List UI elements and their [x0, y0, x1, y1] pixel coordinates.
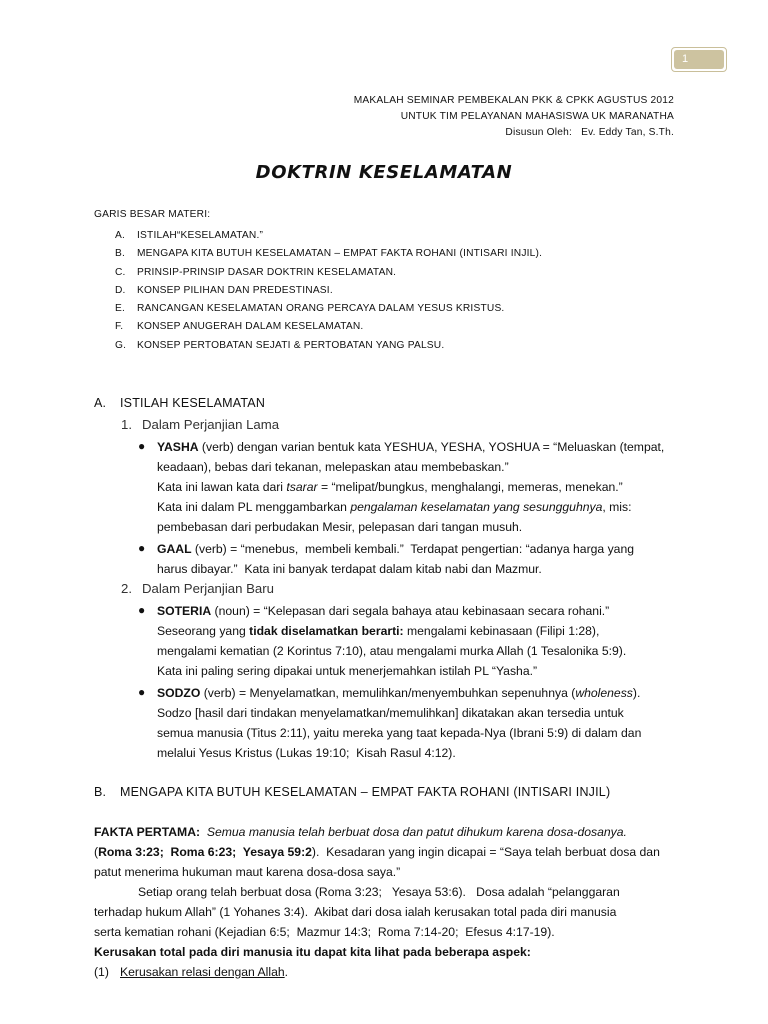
text-line: keadaan), bebas dari tekanan, melepaskan atau membebaskan.”: [157, 460, 509, 474]
dosa-paragraph: [94, 882, 620, 982]
fakta-pertama-paragraph: [94, 822, 660, 882]
text-line: serta kematian rohani (Kejadian 6:5; Mazmur 14:3; Roma 7:14-20; Efesus 4:17-19).: [94, 925, 555, 939]
italic-term: tsarar: [286, 480, 318, 494]
bullet-icon: ●: [138, 603, 146, 617]
bold-phrase: tidak diselamatkan berarti:: [249, 624, 404, 638]
text-span: = “melipat/bungkus, menghalangi, memeras, menekan.”: [317, 480, 623, 494]
bullet-icon: ●: [138, 439, 146, 453]
section-label: B.: [94, 785, 107, 799]
outline-text: ISTILAH“KESELAMATAN.”: [137, 230, 264, 241]
outline-item: [94, 245, 542, 263]
yasha-bullet: [157, 437, 664, 537]
outline-letter: B.: [115, 248, 126, 260]
outline-text: KONSEP ANUGERAH DALAM KESELAMATAN.: [137, 321, 364, 333]
underlined-text: Kerusakan relasi dengan Allah: [120, 965, 285, 979]
term-yasha: YASHA: [157, 440, 199, 454]
header-line-3: Disusun Oleh: Ev. Eddy Tan, S.Th.: [505, 127, 674, 138]
outline-text: MENGAPA KITA BUTUH KESELAMATAN – EMPAT FAKTA ROHANI (INTISARI INJIL).: [137, 248, 543, 260]
term-sodzo: SODZO: [157, 686, 201, 700]
text-line: mengalami kematian (2 Korintus 7:10), atau mengalami murka Allah (1 Tesalonika 5:9).: [157, 644, 627, 658]
subsection-number: 2.: [121, 581, 132, 596]
text-line: Setiap orang telah berbuat dosa (Roma 3:23; Yesaya 53:6). Dosa adalah “pelanggaran: [138, 885, 620, 899]
document-header: [354, 93, 674, 141]
page-number-badge: [671, 47, 727, 72]
subsection-heading-pb: [121, 581, 274, 596]
subsection-number: 1.: [121, 417, 132, 432]
outline-item: [94, 227, 542, 245]
text-line: pembebasan dari perbudakan Mesir, pelepasan dari tangan musuh.: [157, 520, 523, 534]
outline-item: [94, 337, 542, 355]
text-span: Kata ini lawan kata dari: [157, 480, 287, 494]
section-title: MENGAPA KITA BUTUH KESELAMATAN – EMPAT FAKTA ROHANI (INTISARI INJIL): [120, 785, 611, 799]
outline-item: [94, 282, 542, 300]
text-line: [94, 842, 660, 862]
text-line: melalui Yesus Kristus (Lukas 19:10; Kisah Rasul 4:12).: [157, 746, 456, 760]
bullet-icon: ●: [138, 541, 146, 555]
text-line: Sodzo [hasil dari tindakan menyelamatkan/memulihkan] dikatakan akan tersedia untuk: [157, 706, 624, 720]
outline-list: [94, 227, 542, 355]
term-gaal: GAAL: [157, 542, 192, 556]
outline-item: [94, 264, 542, 282]
gaal-bullet: [157, 539, 634, 579]
text-span: Kata ini dalam PL menggambarkan: [157, 500, 351, 514]
term-soteria: SOTERIA: [157, 604, 212, 618]
text-line: harus dibayar.” Kata ini banyak terdapat dalam kitab nabi dan Mazmur.: [157, 562, 542, 576]
outline-letter: F.: [115, 321, 124, 333]
section-title: ISTILAH KESELAMATAN: [120, 396, 266, 410]
outline-letter: G.: [115, 339, 127, 351]
italic-term: wholeness: [575, 686, 633, 700]
header-line-2: UNTUK TIM PELAYANAN MAHASISWA UK MARANATHA: [400, 111, 674, 122]
text-line: Kata ini paling sering dipakai untuk menerjemahkan istilah PL “Yasha.”: [157, 664, 538, 678]
text-line: [157, 477, 664, 497]
text-span: .: [284, 965, 289, 979]
text-span: Seseorang yang: [157, 624, 250, 638]
bullet-icon: ●: [138, 685, 146, 699]
outline-item: [94, 318, 542, 336]
item-number: (1): [94, 965, 109, 979]
text-span: (verb) = “menebus, membeli kembali.” Terdapat pengertian: “adanya harga yang: [191, 542, 635, 556]
page-number: 1: [674, 50, 724, 69]
outline-letter: D.: [115, 284, 126, 296]
sodzo-bullet: [157, 683, 641, 763]
text-line: patut menerima hukuman maut karena dosa-dosa saya.”: [94, 865, 401, 879]
outline-text: KONSEP PERTOBATAN SEJATI & PERTOBATAN YANG PALSU.: [137, 339, 445, 351]
italic-phrase: pengalaman keselamatan yang sesungguhnya: [350, 500, 603, 514]
text-line: terhadap hukum Allah” (1 Yohanes 3:4). Akibat dari dosa ialah kerusakan total pada diri manusia: [94, 905, 617, 919]
section-a-heading: [94, 396, 265, 410]
outline-item: [94, 300, 542, 318]
subsection-heading-pl: [121, 417, 279, 432]
text-line: semua manusia (Titus 2:11), yaitu mereka yang taat kepada-Nya (Ibrani 5:9) di dalam dan: [157, 726, 642, 740]
bold-statement: Kerusakan total pada diri manusia itu dapat kita lihat pada beberapa aspek:: [94, 945, 531, 959]
subsection-title: Dalam Perjanjian Baru: [142, 581, 274, 596]
text-span: ).: [632, 686, 641, 700]
outline-text: PRINSIP-PRINSIP DASAR DOKTRIN KESELAMATAN.: [137, 266, 397, 278]
text-span: (noun) = “Kelepasan dari segala bahaya atau kebinasaan secara rohani.”: [211, 604, 610, 618]
text-span: (: [94, 845, 99, 859]
text-span: , mis:: [602, 500, 632, 514]
text-line: [157, 621, 626, 641]
section-b-heading: [94, 785, 610, 799]
section-label: A.: [94, 396, 107, 410]
document-title: DOKTRIN KESELAMATAN: [255, 162, 513, 183]
outline-letter: E.: [115, 303, 126, 315]
outline-text: RANCANGAN KESELAMATAN ORANG PERCAYA DALAM YESUS KRISTUS.: [137, 303, 505, 315]
bold-references: Roma 3:23; Roma 6:23; Yesaya 59:2: [98, 845, 312, 859]
text-line: [157, 497, 664, 517]
header-line-1: MAKALAH SEMINAR PEMBEKALAN PKK & CPKK AGUSTUS 2012: [353, 95, 674, 106]
fakta-label: FAKTA PERTAMA:: [94, 825, 201, 839]
numbered-item: [94, 962, 620, 982]
subsection-title: Dalam Perjanjian Lama: [142, 417, 280, 432]
text-line: (verb) dengan varian bentuk kata YESHUA, YESHA, YOSHUA = “Meluaskan (tempat,: [198, 440, 665, 454]
outline-letter: A.: [115, 230, 126, 241]
italic-statement: Semua manusia telah berbuat dosa dan patut dihukum karena dosa-dosanya.: [200, 825, 627, 839]
outline-heading: GARIS BESAR MATERI:: [94, 209, 211, 220]
text-line: [94, 822, 660, 842]
text-line: [94, 942, 620, 962]
outline-letter: C.: [115, 266, 126, 278]
text-span: ). Kesadaran yang ingin dicapai = “Saya telah berbuat dosa dan: [311, 845, 660, 859]
outline-text: KONSEP PILIHAN DAN PREDESTINASI.: [137, 284, 333, 296]
soteria-bullet: [157, 601, 626, 681]
text-span: (verb) = Menyelamatkan, memulihkan/menyembuhkan sepenuhnya (: [200, 686, 576, 700]
text-span: mengalami kebinasaan (Filipi 1:28),: [403, 624, 600, 638]
